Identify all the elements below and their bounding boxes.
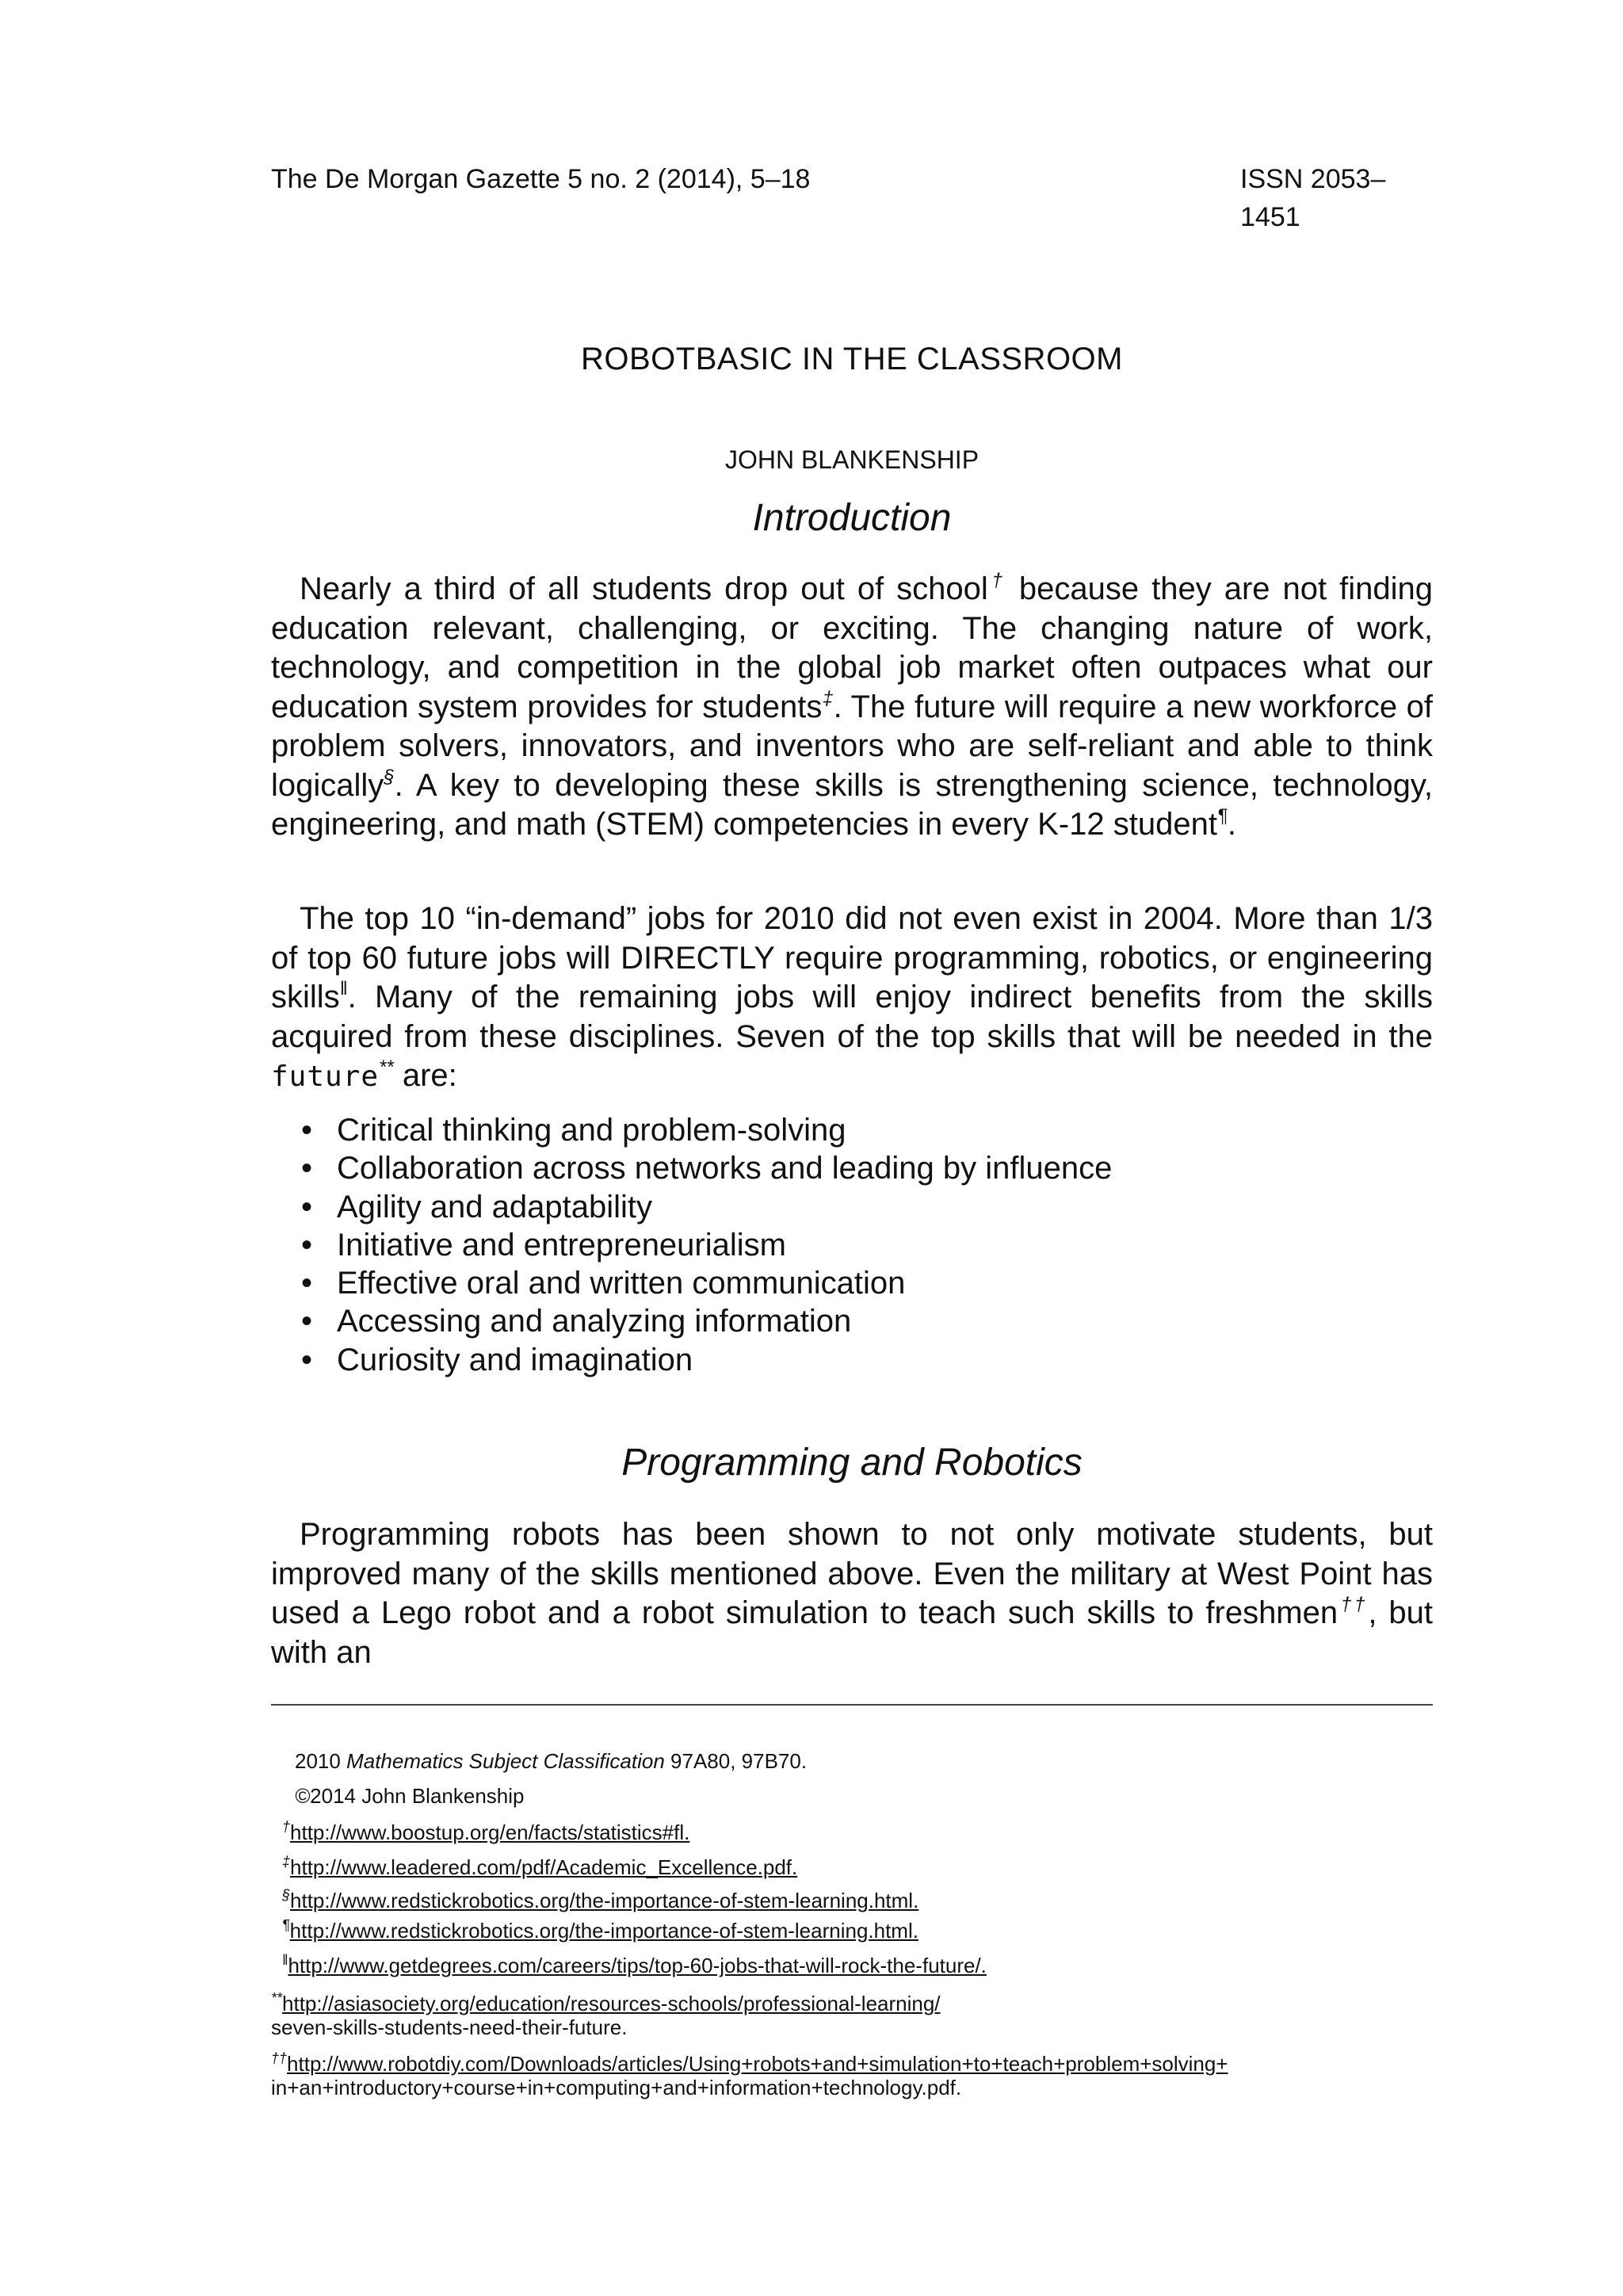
intro-paragraph-1: Nearly a third of all students drop out of school† because they are not finding education relevant, challenging, or exciting. The changing nature of work, technology, and competition in the global job market often outpaces what our education system provides for students‡. The future will require a new workforce of problem solvers, innovators, and inventors who are self-reliant and able to think logically§. A key to developing these skills is strengthening science, technology, engineering, and math (STEM) competencies in every K-12 student¶. — [271, 570, 1433, 842]
footnote-4-link[interactable]: http://www.redstickrobotics.org/the-importance-of-stem-learning.html. — [289, 1919, 918, 1943]
bullet-icon: • — [301, 1304, 313, 1339]
footnote-5: ‖http://www.getdegrees.com/careers/tips/top-60-jobs-that-will-rock-the-future/. — [282, 1952, 987, 1977]
footnote-6: **http://asiasociety.org/education/resources-schools/professional-learning/ — [271, 1990, 941, 2015]
list-item: • Effective oral and written communication — [301, 1264, 1112, 1302]
footnote-mark-double-dagger: ‡ — [822, 687, 834, 709]
footnote-mark-section: § — [384, 766, 395, 788]
bullet-icon: • — [301, 1113, 313, 1148]
list-item: • Collaboration across networks and leading by influence — [301, 1149, 1112, 1187]
footnote-1-link[interactable]: http://www.boostup.org/en/facts/statistics#fl. — [290, 1820, 690, 1844]
issn — [1240, 160, 1399, 236]
footnote-7-link[interactable]: http://www.robotdiy.com/Downloads/articles/Using+robots+and+simulation+to+teach+problem+solving+ — [287, 2052, 1228, 2076]
footnote-mark-double-dagger-2: †† — [1338, 1594, 1369, 1615]
copyright-icon: © — [295, 1784, 311, 1808]
paper-title: ROBOTBASIC IN THE CLASSROOM — [581, 342, 1123, 376]
paper-author: JOHN BLANKENSHIP — [724, 445, 980, 474]
list-item: • Curiosity and imagination — [301, 1341, 1112, 1379]
footnote-7-continuation: in+an+introductory+course+in+computing+and+information+technology.pdf. — [271, 2076, 962, 2099]
copyright-note: ©2014 John Blankenship — [295, 1784, 525, 1808]
section-heading-introduction: Introduction — [752, 497, 952, 539]
intro-paragraph-2: The top 10 “in-demand” jobs for 2010 did not even exist in 2004. More than 1/3 of top 60 future jobs will DIRECTLY require programming, robotics, or engineering skills‖. Many of the remaining jobs will enjoy indirect benefits from the skills acquired from these disciplines. Seven of the top skills that will be needed in the future** are: — [271, 901, 1433, 1093]
classification-note: 2010 Mathematics Subject Classification 97A80, 97B70. — [295, 1749, 808, 1773]
footnote-5-link[interactable]: http://www.getdegrees.com/careers/tips/top-60-jobs-that-will-rock-the-future/. — [288, 1954, 987, 1977]
bullet-icon: • — [301, 1151, 313, 1186]
footnote-mark-parallel: ‖ — [339, 978, 348, 999]
list-item: • Agility and adaptability — [301, 1188, 1112, 1226]
footnote-mark-pilcrow: ¶ — [1216, 805, 1228, 827]
skills-list — [301, 1111, 1112, 1379]
footnote-3: §http://www.redstickrobotics.org/the-importance-of-stem-learning.html. — [282, 1887, 919, 1912]
footnote-4: ¶http://www.redstickrobotics.org/the-importance-of-stem-learning.html. — [282, 1917, 918, 1943]
issn-line-1: ISSN 2053– — [1240, 164, 1386, 194]
list-item: • Critical thinking and problem-solving — [301, 1111, 1112, 1149]
footnote-2: ‡http://www.leadered.com/pdf/Academic_Excellence.pdf. — [282, 1854, 798, 1879]
footnote-mark-dagger: † — [987, 570, 1006, 591]
bullet-icon: • — [301, 1227, 313, 1263]
footnote-2-link[interactable]: http://www.leadered.com/pdf/Academic_Excellence.pdf. — [290, 1855, 798, 1879]
footnote-6-link[interactable]: http://asiasociety.org/education/resources-schools/professional-learning/ — [282, 1992, 941, 2015]
issn-line-2: 1451 — [1240, 202, 1300, 232]
footnote-1: †http://www.boostup.org/en/facts/statistics#fl. — [282, 1819, 690, 1844]
bullet-icon: • — [301, 1266, 313, 1301]
bullet-icon: • — [301, 1342, 313, 1377]
footnote-mark-double-asterisk: ** — [379, 1056, 394, 1078]
list-item: • Accessing and analyzing information — [301, 1302, 1112, 1340]
footnote-3-link[interactable]: http://www.redstickrobotics.org/the-importance-of-stem-learning.html. — [290, 1889, 919, 1912]
footnote-divider — [271, 1704, 1433, 1706]
section-heading-programming-robotics: Programming and Robotics — [621, 1442, 1083, 1484]
list-item: • Initiative and entrepreneurialism — [301, 1226, 1112, 1264]
footnote-6-continuation: seven-skills-students-need-their-future. — [271, 2015, 628, 2039]
footnote-7: ††http://www.robotdiy.com/Downloads/articles/Using+robots+and+simulation+to+teach+problem+solving+ — [271, 2050, 1228, 2076]
bullet-icon: • — [301, 1189, 313, 1224]
journal-citation: The De Morgan Gazette 5 no. 2 (2014), 5–18 — [271, 164, 811, 194]
programming-paragraph-1: Programming robots has been shown to not only motivate students, but improved many of the skills mentioned above. Even the military at West Point has used a Lego robot and a robot simulation to teach such skills to freshmen††, but with an — [271, 1517, 1433, 1670]
